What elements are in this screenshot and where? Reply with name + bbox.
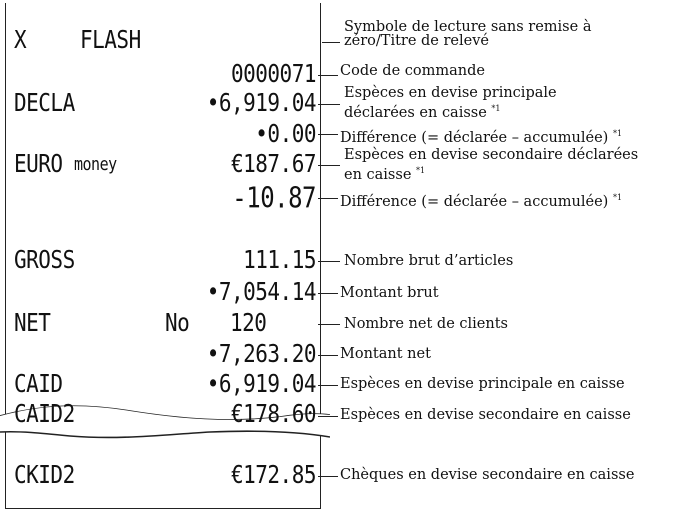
receipt-ckid2-label: CKID2 xyxy=(14,460,75,489)
annotation-diff1-text: Différence (= déclarée – accumulée) xyxy=(340,129,609,146)
leader-line-gross-amount xyxy=(318,293,338,294)
receipt-caid2-amount: €178.60 xyxy=(230,399,316,428)
footnote-mark: *1 xyxy=(612,193,623,202)
annotation-symbol-line1: Symbole de lecture sans remise à xyxy=(344,19,592,35)
leader-line-ckid2 xyxy=(318,476,338,477)
receipt-net-no: No xyxy=(165,308,190,337)
footnote-mark: *1 xyxy=(491,104,501,113)
receipt-flash-title: FLASH xyxy=(80,25,141,54)
receipt-decla-label: DECLA xyxy=(14,88,75,117)
leader-line-order xyxy=(318,75,338,76)
receipt-gross-label: GROSS xyxy=(14,245,75,274)
leader-line-net-count xyxy=(318,324,340,325)
annotation-diff2 xyxy=(340,190,622,210)
leader-line-net-amount xyxy=(318,355,338,356)
annotation-net-count: Nombre net de clients xyxy=(344,316,508,332)
footnote-mark: *1 xyxy=(416,166,426,175)
leader-line-diff1 xyxy=(318,134,338,135)
annotation-gross-amount: Montant brut xyxy=(340,285,439,301)
annotation-symbol-line2: zéro/Titre de relevé xyxy=(344,33,489,49)
leader-line-caid xyxy=(318,385,338,386)
annotation-caid2: Espèces en devise secondaire en caisse xyxy=(340,407,631,423)
annotation-euro-line1: Espèces en devise secondaire déclarées xyxy=(344,147,639,163)
receipt-net-amount: •7,263.20 xyxy=(206,339,316,368)
receipt-gross-count: 111.15 xyxy=(243,245,316,274)
leader-line-caid2 xyxy=(318,416,338,417)
receipt-gross-amount: •7,054.14 xyxy=(206,277,316,306)
annotation-net-amount: Montant net xyxy=(340,346,431,362)
receipt-ckid2-amount: €172.85 xyxy=(230,460,316,489)
receipt-net-count: 120 xyxy=(230,308,267,337)
leader-line-euro xyxy=(318,165,340,166)
annotation-order-code: Code de commande xyxy=(340,63,485,79)
annotation-decla-text: déclarées en caisse xyxy=(344,104,487,121)
annotation-ckid2: Chèques en devise secondaire en caisse xyxy=(340,467,635,483)
receipt-caid-amount: •6,919.04 xyxy=(206,369,316,398)
annotation-caid: Espèces en devise principale en caisse xyxy=(340,376,625,392)
annotation-decla-line1: Espèces en devise principale xyxy=(344,85,557,101)
receipt-caid2-label: CAID2 xyxy=(14,399,75,428)
receipt-order-code: 0000071 xyxy=(230,59,316,88)
leader-line-gross-count xyxy=(318,261,340,262)
receipt-decla-amount: •6,919.04 xyxy=(206,88,316,117)
receipt-euro-money: money xyxy=(74,153,117,175)
receipt-x-mark: X xyxy=(14,25,27,54)
receipt-euro-label: EURO xyxy=(14,149,63,178)
annotation-gross-count: Nombre brut d’articles xyxy=(344,253,514,269)
receipt-diff1: •0.00 xyxy=(255,119,316,148)
annotation-euro-text: en caisse xyxy=(344,166,412,183)
leader-line-decla xyxy=(318,104,340,105)
annotation-decla-line2 xyxy=(344,101,501,121)
receipt-euro-amount: €187.67 xyxy=(230,149,316,178)
annotation-diff2-text: Différence (= déclarée – accumulée) xyxy=(340,193,609,210)
leader-line-diff2 xyxy=(318,198,338,199)
receipt-caid-label: CAID xyxy=(14,369,63,398)
leader-line-symbol xyxy=(322,42,340,43)
footnote-mark: *1 xyxy=(612,129,623,138)
annotation-diff1 xyxy=(340,126,622,146)
receipt-net-label: NET xyxy=(14,308,51,337)
receipt-diff2: -10.87 xyxy=(232,181,316,215)
annotation-euro-line2 xyxy=(344,163,425,183)
